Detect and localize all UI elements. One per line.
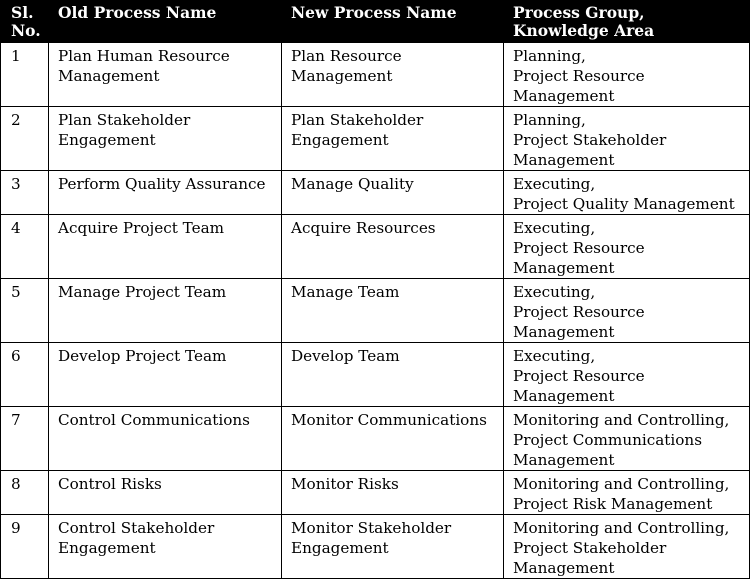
knowledge-area-name: Project Stakeholder Management (513, 539, 667, 577)
process-group-name: Executing, (513, 219, 596, 237)
cell-new-process: Plan Stakeholder Engagement (282, 107, 504, 171)
cell-sl-no: 1 (1, 43, 49, 107)
cell-sl-no: 5 (1, 279, 49, 343)
cell-sl-no: 3 (1, 171, 49, 215)
header-process-group (504, 1, 750, 43)
process-group-name: Executing, (513, 347, 596, 365)
process-group-name: Planning, (513, 47, 586, 65)
header-old-process-name: Old Process Name (49, 1, 282, 43)
cell-old-process: Manage Project Team (49, 279, 282, 343)
table-row (1, 279, 750, 343)
knowledge-area-name: Project Resource Management (513, 303, 645, 341)
cell-new-process: Manage Quality (282, 171, 504, 215)
process-group-name: Executing, (513, 175, 596, 193)
cell-new-process: Monitor Communications (282, 407, 504, 471)
cell-old-process: Plan Stakeholder Engagement (49, 107, 282, 171)
process-group-name: Planning, (513, 111, 586, 129)
cell-new-process: Acquire Resources (282, 215, 504, 279)
cell-old-process: Control Risks (49, 471, 282, 515)
cell-old-process: Control Communications (49, 407, 282, 471)
table-row (1, 471, 750, 515)
process-group-name: Monitoring and Controlling, (513, 519, 730, 537)
cell-process-group (504, 471, 750, 515)
header-row (1, 1, 750, 43)
table-row (1, 171, 750, 215)
process-group-name: Monitoring and Controlling, (513, 475, 730, 493)
cell-process-group (504, 279, 750, 343)
cell-new-process: Monitor Stakeholder Engagement (282, 515, 504, 579)
cell-new-process: Manage Team (282, 279, 504, 343)
table-row (1, 407, 750, 471)
knowledge-area-name: Project Risk Management (513, 495, 713, 513)
cell-process-group (504, 343, 750, 407)
cell-sl-no: 9 (1, 515, 49, 579)
cell-process-group (504, 407, 750, 471)
header-sl-line2: No. (11, 21, 41, 40)
cell-new-process: Plan Resource Management (282, 43, 504, 107)
cell-old-process: Develop Project Team (49, 343, 282, 407)
cell-new-process: Monitor Risks (282, 471, 504, 515)
knowledge-area-name: Project Stakeholder Management (513, 131, 667, 169)
cell-old-process: Control Stakeholder Engagement (49, 515, 282, 579)
knowledge-area-name: Project Resource Management (513, 67, 645, 105)
cell-process-group (504, 515, 750, 579)
header-group-line1: Process Group, (513, 3, 645, 22)
cell-sl-no: 2 (1, 107, 49, 171)
table-row (1, 43, 750, 107)
header-sl-line1: Sl. (11, 3, 34, 22)
process-group-name: Monitoring and Controlling, (513, 411, 730, 429)
cell-process-group (504, 107, 750, 171)
header-sl-no (1, 1, 49, 43)
process-group-name: Executing, (513, 283, 596, 301)
table-header (1, 1, 750, 43)
table-body (1, 43, 750, 579)
cell-old-process: Acquire Project Team (49, 215, 282, 279)
header-new-process-name: New Process Name (282, 1, 504, 43)
header-group-line2: Knowledge Area (513, 21, 655, 40)
table-row (1, 107, 750, 171)
knowledge-area-name: Project Resource Management (513, 239, 645, 277)
cell-sl-no: 6 (1, 343, 49, 407)
cell-process-group (504, 171, 750, 215)
cell-process-group (504, 43, 750, 107)
cell-sl-no: 8 (1, 471, 49, 515)
table-row (1, 215, 750, 279)
knowledge-area-name: Project Resource Management (513, 367, 645, 405)
table-row (1, 343, 750, 407)
cell-process-group (504, 215, 750, 279)
cell-sl-no: 7 (1, 407, 49, 471)
cell-old-process: Plan Human Resource Management (49, 43, 282, 107)
cell-sl-no: 4 (1, 215, 49, 279)
knowledge-area-name: Project Communications Management (513, 431, 702, 469)
cell-old-process: Perform Quality Assurance (49, 171, 282, 215)
table-row (1, 515, 750, 579)
knowledge-area-name: Project Quality Management (513, 195, 735, 213)
cell-new-process: Develop Team (282, 343, 504, 407)
